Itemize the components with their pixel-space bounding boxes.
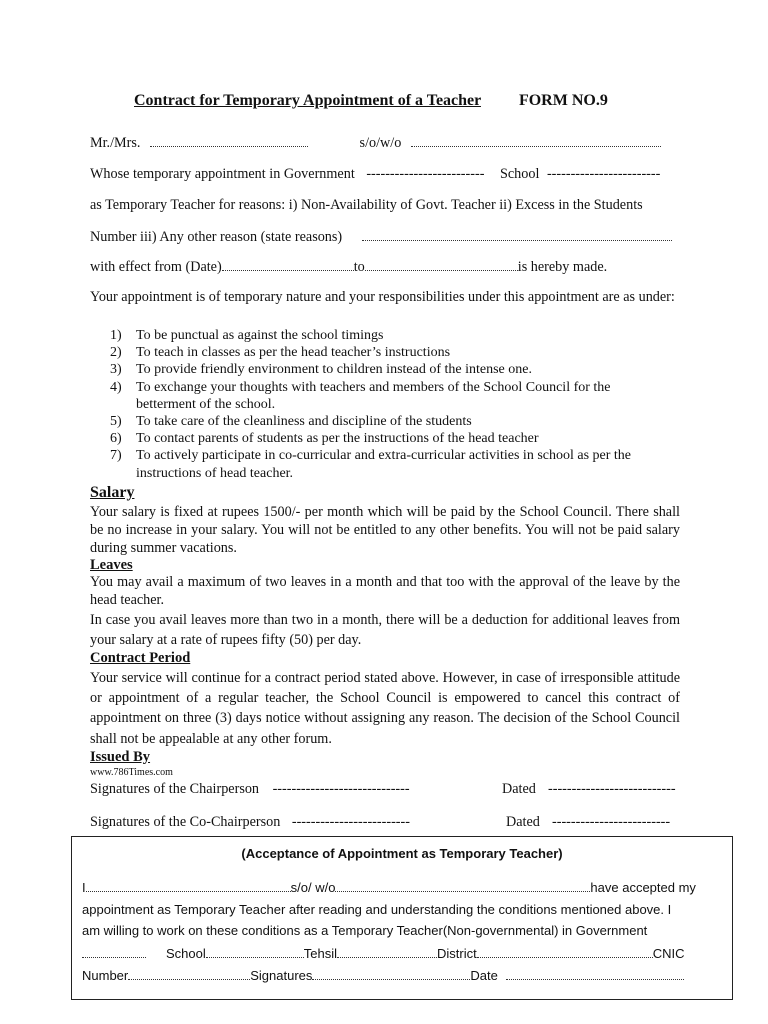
other-reason-line [90, 227, 672, 246]
chairperson-line [90, 780, 676, 798]
leaves-paragraph [90, 573, 680, 650]
from-date-blank[interactable] [222, 257, 354, 271]
acceptance-i-label: I [82, 880, 86, 895]
list-item: 5) To take care of the cleanliness and discipline of the students [110, 414, 472, 430]
mr-mrs-label: Mr./Mrs. [90, 135, 141, 151]
acceptance-line-4 [82, 945, 685, 962]
leaves-text-1: You may avail a maximum of two leaves in a month and that too with the approval of the leave by the head teacher. [90, 574, 680, 608]
acceptance-line-3: am willing to work on these conditions as a Temporary Teacher(Non-governmental) in Government [82, 923, 648, 938]
school-blank[interactable]: ------------------------ [546, 166, 661, 182]
district-blank[interactable] [477, 945, 653, 958]
document-title [134, 92, 608, 110]
other-reason-label: Number iii) Any other reason (state reasons) [90, 229, 343, 245]
list-item: 6) To contact parents of students as per the instructions of the head teacher [110, 431, 539, 447]
contract-period-paragraph: Your service will continue for a contract period stated above. However, in case of irresponsible attitude or appointment of a regular teacher, the School Council is empowered to cancel this contract of appointment on three (3) days notice without assigning any reason. The decision of the School Council shall not be appealable at any other forum. [90, 670, 680, 747]
issued-by-heading: Issued By [90, 749, 151, 765]
acceptance-parent-blank[interactable] [335, 879, 590, 892]
acceptance-line-1 [82, 879, 696, 896]
co-chairperson-line [90, 813, 671, 831]
list-item: 3) To provide friendly environment to children instead of the intense one. [110, 362, 532, 378]
list-item: 1) To be punctual as against the school timings [110, 328, 384, 343]
tehsil-blank[interactable] [337, 945, 437, 958]
chairperson-signature-blank[interactable]: ----------------------------- [272, 781, 410, 797]
government-blank[interactable]: ------------------------- [366, 166, 485, 182]
appointment-line [90, 165, 660, 183]
leaves-text-2: In case you avail leaves more than two in a month, there will be a deduction for additional leaves from your salary at a rate of rupees fifty (50) per day. [90, 612, 680, 648]
name-blank[interactable] [150, 133, 308, 147]
government-name-blank[interactable] [82, 945, 146, 958]
district-label: District [437, 946, 477, 961]
cnic-label: CNIC [652, 946, 685, 961]
to-label: to [353, 259, 365, 275]
acceptance-sowo-label: s/o/ w/o [290, 880, 336, 895]
form-number: FORM NO.9 [518, 92, 608, 109]
effect-from-label: with effect from (Date) [90, 259, 222, 275]
responsibilities-list [110, 327, 670, 482]
cnic-number-blank[interactable] [128, 967, 250, 980]
other-reason-blank[interactable] [362, 227, 672, 241]
have-accepted-label: have accepted my [590, 880, 696, 895]
name-line [90, 133, 661, 152]
tehsil-label: Tehsil [303, 946, 337, 961]
acceptance-title: (Acceptance of Appointment as Temporary Teacher) [241, 846, 563, 861]
appointment-label: Whose temporary appointment in Government [90, 166, 355, 182]
salary-heading: Salary [90, 484, 135, 501]
intro-paragraph: Your appointment is of temporary nature and your responsibilities under this appointment are as under: [90, 289, 675, 305]
list-item: 4) To exchange your thoughts with teachers and members of the School Council for the betterment of the school. [110, 379, 611, 412]
list-item: 2) To teach in classes as per the head teacher’s instructions [110, 345, 451, 361]
hereby-made-label: is hereby made. [517, 259, 608, 275]
co-chairperson-date-blank[interactable]: ------------------------- [552, 814, 671, 830]
sowo-label: s/o/w/o [359, 135, 402, 151]
chairperson-dated-label: Dated [502, 781, 536, 797]
acceptance-school-label: School [166, 946, 206, 961]
chairperson-date-blank[interactable]: --------------------------- [548, 781, 676, 797]
acceptance-box [71, 836, 733, 1000]
co-chairperson-dated-label: Dated [506, 814, 540, 830]
co-chairperson-label: Signatures of the Co-Chairperson [90, 814, 281, 830]
school-name-blank[interactable] [206, 945, 304, 958]
acceptance-date-label: Date [470, 968, 498, 983]
acceptance-signature-blank[interactable] [312, 967, 470, 980]
salary-paragraph: Your salary is fixed at rupees 1500/- per month which will be paid by the School Council. There shall be no increase in your salary. You will not be entitled to any other benefits. You will not be paid salary during summer vacations. [90, 504, 680, 556]
contract-period-heading: Contract Period [90, 650, 191, 666]
father-husband-blank[interactable] [411, 133, 661, 147]
list-item: 7) To actively participate in co-curricular and extra-curricular activities in school as per the instructions of head teacher. [110, 448, 632, 481]
acceptance-line-2: appointment as Temporary Teacher after reading and understanding the conditions mentioned above. I [82, 902, 672, 917]
chairperson-label: Signatures of the Chairperson [90, 781, 260, 797]
leaves-heading: Leaves [90, 557, 133, 573]
acceptance-line-5 [82, 967, 684, 984]
acceptance-date-blank[interactable] [506, 967, 684, 980]
co-chairperson-signature-blank[interactable]: ------------------------- [291, 814, 410, 830]
reasons-line: as Temporary Teacher for reasons: i) Non-Availability of Govt. Teacher ii) Excess in the Students [90, 197, 643, 213]
school-label: School [499, 166, 540, 182]
acceptance-signatures-label: Signatures [250, 968, 313, 983]
website-watermark: www.786Times.com [90, 767, 173, 778]
effect-line [90, 257, 607, 276]
contract-title: Contract for Temporary Appointment of a Teacher [134, 92, 481, 109]
acceptance-name-blank[interactable] [86, 879, 291, 892]
to-date-blank[interactable] [365, 257, 518, 271]
number-label: Number [82, 968, 129, 983]
